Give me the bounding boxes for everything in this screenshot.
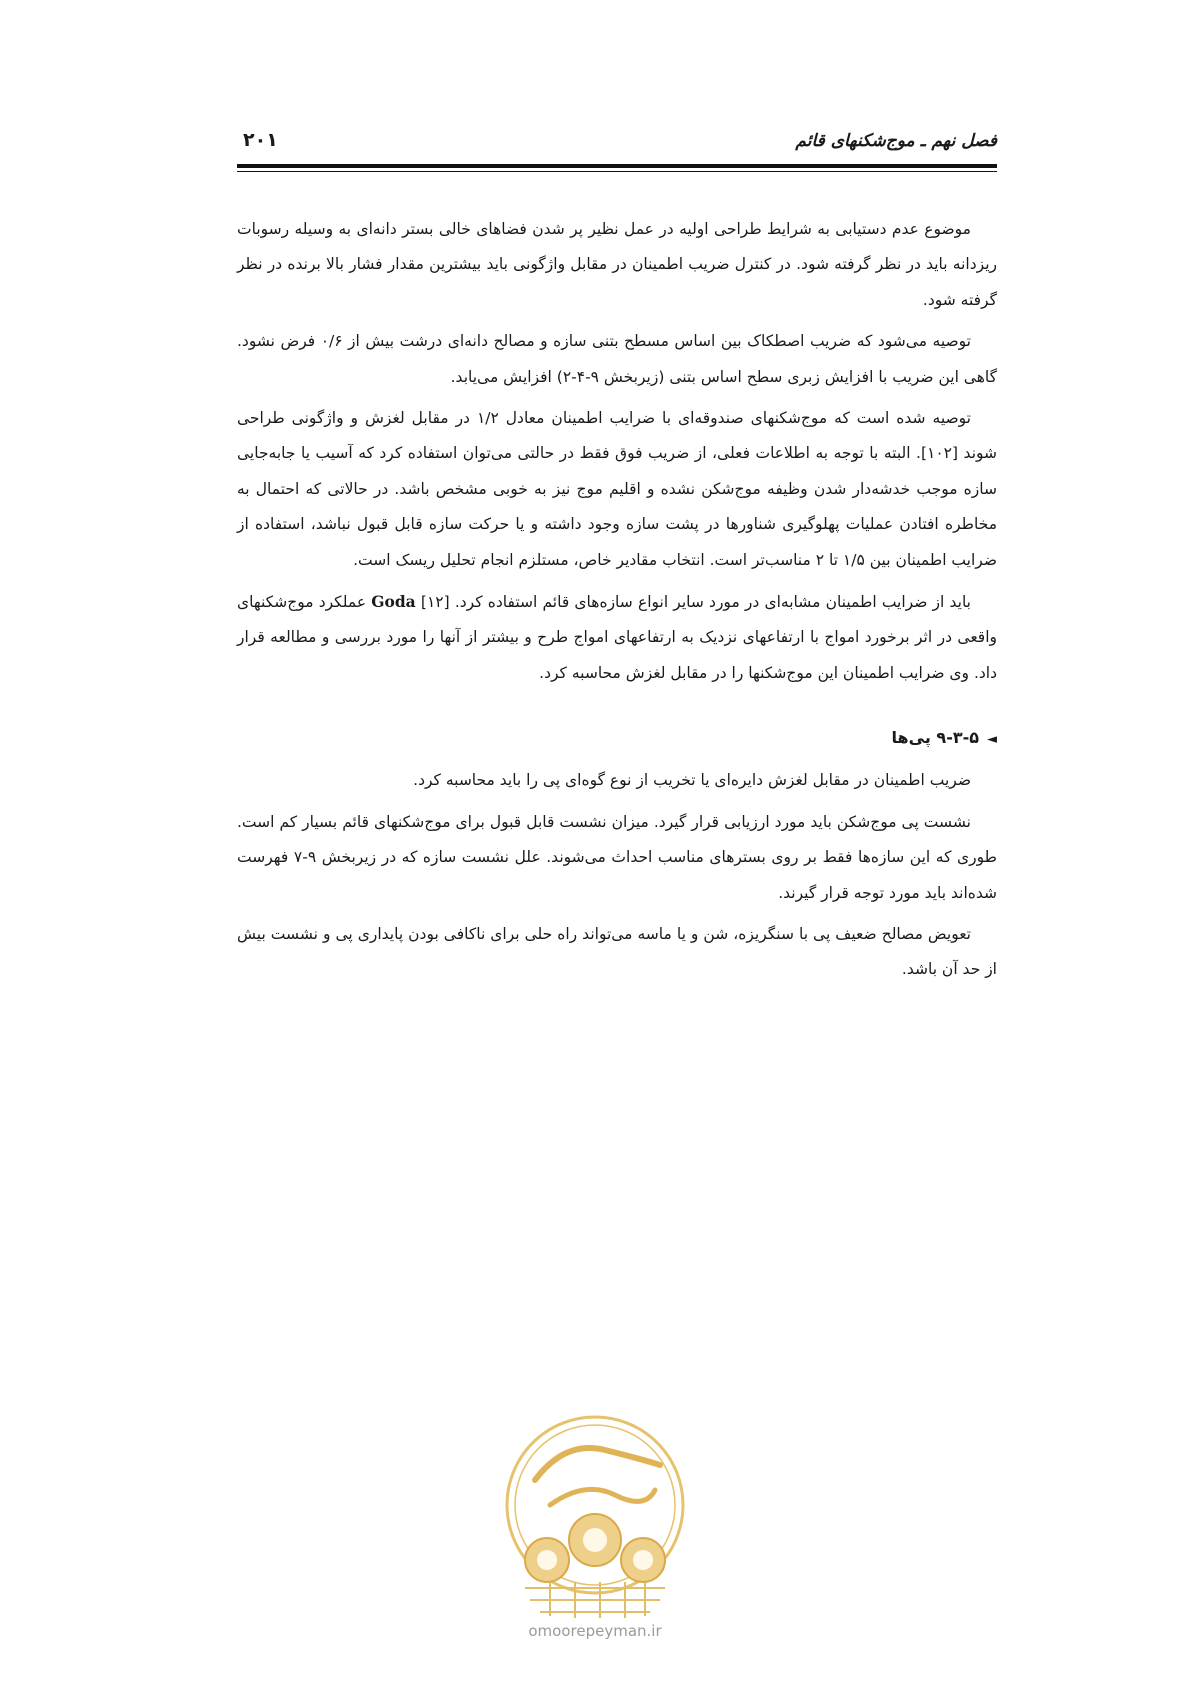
watermark-logo-graphic — [495, 1410, 695, 1620]
paragraph-2: توصیه می‌شود که ضریب اصطکاک بین اساس مسطح بتنی سازه و مصالح دانه‌ای درشت بیش از ۰/۶ فرض نشود. گاهی این ضریب با افزایش زبری سطح اساس بتنی (زیربخش ۹-۴-۲) افزایش می‌یابد. — [237, 332, 997, 386]
header-rule-thick — [237, 164, 997, 168]
goda-name: Goda — [371, 592, 416, 612]
paragraph-1: موضوع عدم دستیابی به شرایط طراحی اولیه در عمل نظیر پر شدن فضاهای خالی بستر دانه‌ای به وسیله رسوبات ریزدانه باید در نظر گرفته شود. در کنترل ضریب اطمینان در مقابل واژگونی باید بیشترین مقدار فشار بالا برنده در نظر گرفته شود. — [237, 220, 997, 309]
paragraph-3: توصیه شده است که موج‌شکنهای صندوقه‌ای با ضرایب اطمینان معادل ۱/۲ در مقابل لغزش و واژگونی طراحی شوند [۱۰۲]. البته با توجه به اطلاعات فعلی، از ضریب فوق فقط در حالتی می‌توان استفاده کرد که آسیب یا جابه‌جایی سازه موجب خدشه‌دار شدن وظیفه موج‌شکن نشده و اقلیم موج نیز به خوبی مشخص باشد. در حالاتی که احتمال به مخاطره افتادن عملیات پهلوگیری شناورها در پشت سازه وجود داشته و یا حرکت سازه قابل قبول نباشد، استفاده از ضرایب اطمینان بین ۱/۵ تا ۲ مناسب‌تر است. انتخاب مقادیر خاص، مستلزم انجام تحلیل ریسک است. — [237, 409, 997, 569]
header-rule-thin — [237, 171, 997, 172]
section-title: ۹-۳-۵ پی‌ها — [891, 728, 979, 748]
page-number: ۲۰۱ — [243, 129, 278, 151]
watermark-logo-icon — [495, 1410, 695, 1620]
section-body — [237, 763, 997, 987]
section-paragraph-1: ضریب اطمینان در مقابل لغزش دایره‌ای یا تخریب از نوع گوه‌ای پی را باید محاسبه کرد. — [413, 771, 971, 790]
page-header — [237, 125, 997, 161]
section-heading — [237, 723, 997, 755]
goda-text-after: [۱۲] عملکرد موج‌شکنهای واقعی در اثر برخورد امواج با ارتفاعهای نزدیک به ارتفاعهای امواج طرح و بیشتر از آنها را مورد بررسی و مطالعه قرار داد. وی ضرایب اطمینان این موج‌شکنها را در مقابل لغزش محاسبه کرد. — [237, 593, 997, 682]
section-marker-icon: ◄ — [987, 732, 997, 748]
section-paragraph-3: تعویض مصالح ضعیف پی با سنگریزه، شن و یا ماسه می‌تواند راه حلی برای ناکافی بودن پایداری پی و نشست بیش از حد آن باشد. — [237, 924, 997, 979]
goda-text-before: باید از ضرایب اطمینان مشابه‌ای در مورد سایر انواع سازه‌های قائم استفاده کرد. — [449, 593, 971, 612]
section-paragraph-2: نشست پی موج‌شکن باید مورد ارزیابی قرار گیرد. میزان نشست قابل قبول برای موج‌شکنهای قائم بسیار کم است. طوری که این سازه‌ها فقط بر روی بسترهای مناسب احداث می‌شوند. علل نشست سازه که در زیربخش ۹-۷ فهرست شده‌اند باید مورد توجه قرار گیرند. — [237, 812, 997, 902]
body-text — [237, 212, 997, 988]
paragraph-goda — [237, 584, 997, 691]
watermark-caption: omoorepeyman.ir — [528, 1622, 662, 1640]
running-title: فصل نهم ـ موج‌شکنهای قائم — [795, 131, 997, 151]
